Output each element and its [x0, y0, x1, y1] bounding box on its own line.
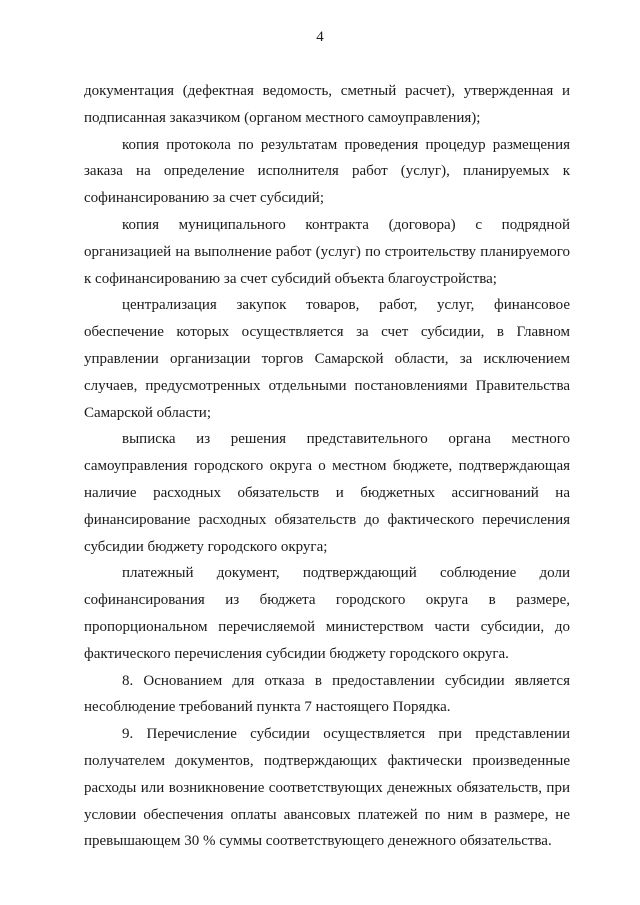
paragraph-procurement-centralization: централизация закупок товаров, работ, услуг, финансовое обеспечение которых осуществляется за счет субсидии, в Главном управлении организации торгов Самарской области, за исключением случаев, предусмотренных отдельными постановлениями Правительства Самарской области; — [84, 297, 570, 421]
document-body — [84, 78, 570, 855]
page-number: 4 — [316, 29, 324, 45]
paragraph-item-9: 9. Перечисление субсидии осуществляется при представлении получателем документов, подтверждающих фактически произведенные расходы или возникновение соответствующих денежных обязательств, при условии обеспечения оплаты авансовых платежей по ним в размере, не превышающем 30 % суммы соответствующего денежного обязательства. — [84, 726, 570, 850]
paragraph-budget-extract: выписка из решения представительного органа местного самоуправления городского округа о местном бюджете, подтверждающая наличие расходных обязательств и бюджетных ассигнований на финансирование расходных обязательств до фактического перечисления субсидии бюджету городского округа; — [84, 431, 570, 555]
paragraph-protocol-copy: копия протокола по результатам проведения процедур размещения заказа на определение исполнителя работ (услуг), планируемых к софинансированию за счет субсидий; — [84, 136, 570, 207]
paragraph-contract-copy: копия муниципального контракта (договора) с подрядной организацией на выполнение работ (услуг) по строительству планируемого к софинансированию за счет субсидий объекта благоустройства; — [84, 216, 570, 287]
paragraph-continuation: документация (дефектная ведомость, сметный расчет), утвержденная и подписанная заказчиком (органом местного самоуправления); — [84, 83, 570, 126]
paragraph-payment-document: платежный документ, подтверждающий соблюдение доли софинансирования из бюджета городского округа в размере, пропорциональном перечисляемой министерством части субсидии, до фактического перечисления субсидии бюджету городского округа. — [84, 565, 570, 662]
paragraph-item-8: 8. Основанием для отказа в предоставлении субсидии является несоблюдение требований пункта 7 настоящего Порядка. — [84, 672, 570, 716]
